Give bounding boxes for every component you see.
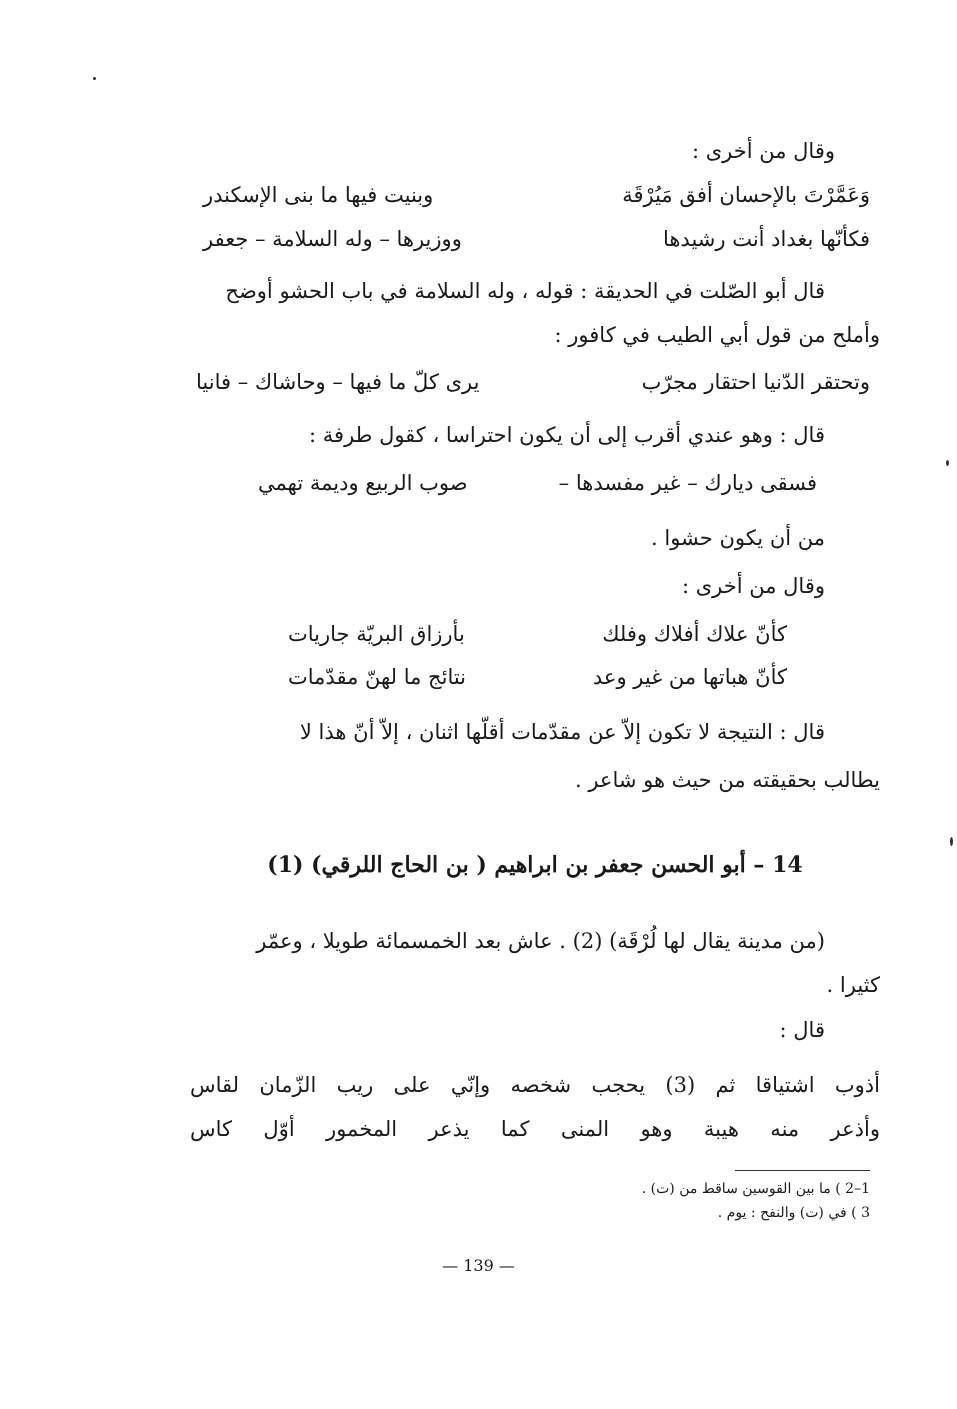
entry-heading: 14 – أبو الحسن جعفر بن ابراهيم ( بن الحاج اللرقي) (1) (267, 852, 803, 878)
verse-hemistich: صوب الربيع وديمة تهمي (258, 471, 468, 495)
intro-text: وقال من أخرى : (691, 139, 835, 163)
verse-hemistich: يرى كلّ ما فيها – وحاشاك – فانيا (196, 370, 480, 394)
paragraph-line: قال : النتيجة لا تكون إلاّ عن مقدّمات أقلّها اثنان ، إلاّ أنّ هذا لا (299, 720, 825, 744)
verse-hemistich: كأنّ هباتها من غير وعد (592, 665, 787, 689)
verse-hemistich: بأرزاق البريّة جاريات (288, 622, 465, 646)
paragraph-line: قال أبو الصّلت في الحديقة : قوله ، وله السلامة في باب الحشو أوضح (225, 279, 825, 303)
ink-speck (950, 837, 953, 846)
paragraph-line: من أن يكون حشوا . (651, 526, 825, 550)
paragraph-line: يطالب بحقيقته من حيث هو شاعر . (574, 768, 880, 792)
verse-hemistich: كأنّ علاك أفلاك وفلك (602, 622, 787, 646)
verse-line: أذوب اشتياقا ثم (3) يحجب شخصه وإنّي على ريب الزّمان لقاس (190, 1073, 880, 1097)
ink-speck (946, 460, 949, 466)
paragraph-line: وأملح من قول أبي الطيب في كافور : (554, 323, 880, 347)
verse-hemistich: فكأنّها بغداد أنت رشيدها (662, 227, 870, 251)
paragraph-line: كثيرا . (826, 973, 880, 997)
verse-hemistich: فسقى ديارك – غير مفسدها – (558, 471, 817, 495)
footnote-rule (735, 1170, 870, 1171)
verse-hemistich: وتحتقر الدّنيا احتقار مجرّب (641, 370, 870, 394)
intro-line (190, 136, 880, 166)
verse-hemistich: وبنيت فيها ما بنى الإسكندر (203, 183, 434, 207)
paragraph-line: قال : وهو عندي أقرب إلى أن يكون احتراسا ، كقول طرفة : (309, 423, 825, 447)
verse-hemistich: ووزيرها – وله السلامة – جعفر (203, 227, 462, 251)
footnote: 1–2 ) ما بين القوسين ساقط من (ت) . (641, 1181, 870, 1197)
intro-line: قال : (779, 1018, 825, 1042)
intro-line: وقال من أخرى : (681, 574, 825, 598)
verse-hemistich: نتائج ما لهنّ مقدّمات (288, 665, 467, 689)
paragraph-line: (من مدينة يقال لها لُرْقَة) (2) . عاش بعد الخمسمائة طويلا ، وعمّر (256, 929, 825, 953)
page-number: — 139 — (442, 1256, 515, 1275)
footnote: 3 ) في (ت) والنفح : يوم . (717, 1205, 870, 1221)
verse-line: وأذعر منه هيبة وهو المنى كما يذعر المخمور أوّل كاس (190, 1117, 880, 1141)
ink-speck (93, 77, 96, 80)
verse-hemistich: وَعَمَّرْتَ بالإحسان أفق مَيُرْقَة (622, 183, 870, 207)
